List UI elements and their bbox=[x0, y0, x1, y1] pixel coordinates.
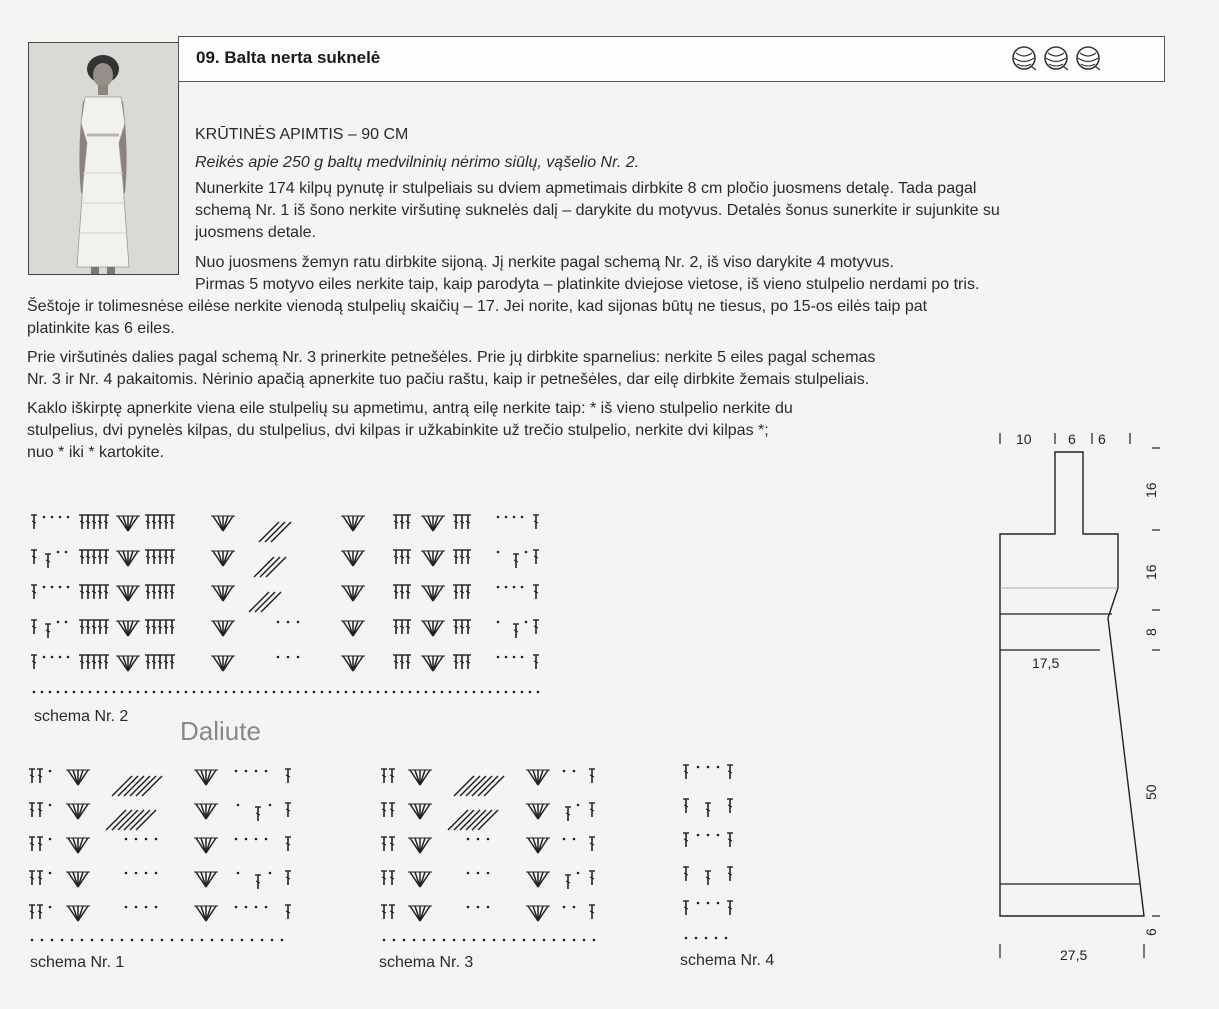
materials-line: Reikės apie 250 g baltų medvilninių nėrimo siūlų, vąšelio Nr. 2. bbox=[195, 154, 640, 171]
paragraph-line: nuo * iki * kartokite. bbox=[27, 444, 164, 461]
paragraph-line: stulpelius, dvi pynelės kilpas, du stulpelius, dvi kilpas ir užkabinkite už trečio stulpelio, nerkite dvi kilpas *; bbox=[27, 422, 769, 439]
yarn-ball-icon bbox=[1043, 45, 1069, 71]
schema-2-caption: schema Nr. 2 bbox=[34, 708, 129, 725]
dress-photo-illustration bbox=[29, 43, 178, 274]
height-label: 6 bbox=[1143, 928, 1159, 936]
paragraph-line: Kaklo iškirptę apnerkite viena eile stulpelių su apmetimu, antrą eilę nerkite taip: * iš vieno stulpelio nerkite du bbox=[27, 400, 793, 417]
dress-photo bbox=[28, 42, 179, 275]
waist-width-label: 17,5 bbox=[1032, 655, 1060, 671]
schema-1-caption: schema Nr. 1 bbox=[30, 954, 125, 971]
schema-1-chart bbox=[26, 764, 298, 946]
height-label: 8 bbox=[1143, 628, 1159, 636]
paragraph-line: juosmens detale. bbox=[195, 224, 316, 241]
paragraph-line: Šeštoje ir tolimesnėse eilėse nerkite vienodą stulpelių skaičių – 17. Jei norite, kad sijonas būtų ne tiesus, po 15-os eilės taip pat bbox=[27, 298, 928, 315]
paragraph-line: Nuo juosmens žemyn ratu dirbkite sijoną. Jį nerkite pagal schemą Nr. 2, iš viso darykite 4 motyvus. bbox=[195, 254, 894, 271]
schema-4-caption: schema Nr. 4 bbox=[680, 952, 775, 969]
watermark: Daliute bbox=[180, 716, 261, 746]
yarn-ball-icon bbox=[1075, 45, 1101, 71]
garment-outline bbox=[1000, 452, 1144, 916]
height-label: 16 bbox=[1143, 564, 1159, 580]
page-title: 09. Balta nerta suknelė bbox=[196, 48, 381, 67]
top-width-label: 6 bbox=[1098, 431, 1106, 447]
height-label: 50 bbox=[1143, 784, 1159, 800]
top-width-label: 10 bbox=[1016, 431, 1032, 447]
top-width-label: 6 bbox=[1068, 431, 1076, 447]
schema-3-caption: schema Nr. 3 bbox=[379, 954, 474, 971]
schema-2-chart bbox=[28, 512, 548, 698]
height-label: 16 bbox=[1143, 482, 1159, 498]
schema-3-chart bbox=[378, 764, 604, 946]
yarn-ball-icon bbox=[1011, 45, 1037, 71]
paragraph-line: Pirmas 5 motyvo eiles nerkite taip, kaip parodyta – platinkite dviejose vietose, iš vieno stulpelio nerdami po tris. bbox=[195, 276, 980, 293]
title-bar bbox=[178, 36, 1165, 82]
paragraph-line: Nunerkite 174 kilpų pynutę ir stulpeliais su dviem apmetimais dirbkite 8 cm pločio juosmens detalę. Tada pagal bbox=[195, 180, 977, 197]
paragraph-line: Prie viršutinės dalies pagal schemą Nr. 3 prinerkite petnešėles. Prie jų dirbkite sparnelius: nerkite 5 eiles pagal schemas bbox=[27, 349, 876, 366]
paragraph-line: schemą Nr. 1 iš šono nerkite viršutinę suknelės dalį – darykite du motyvus. Detalės šonus sunerkite ir sujunkite su bbox=[195, 202, 1000, 219]
chart-rows bbox=[31, 515, 539, 693]
size-line: KRŪTINĖS APIMTIS – 90 CM bbox=[195, 126, 409, 143]
schema-4-chart bbox=[680, 760, 740, 946]
garment-pattern-diagram bbox=[990, 428, 1168, 968]
paragraph-line: Nr. 3 ir Nr. 4 pakaitomis. Nėrinio apačią apnerkite tuo pačiu raštu, kaip ir petnešėles, dar eilę dirbkite žemais stulpeliais. bbox=[27, 371, 870, 388]
hem-width-label: 27,5 bbox=[1060, 947, 1088, 963]
paragraph-line: platinkite kas 6 eiles. bbox=[27, 320, 175, 337]
